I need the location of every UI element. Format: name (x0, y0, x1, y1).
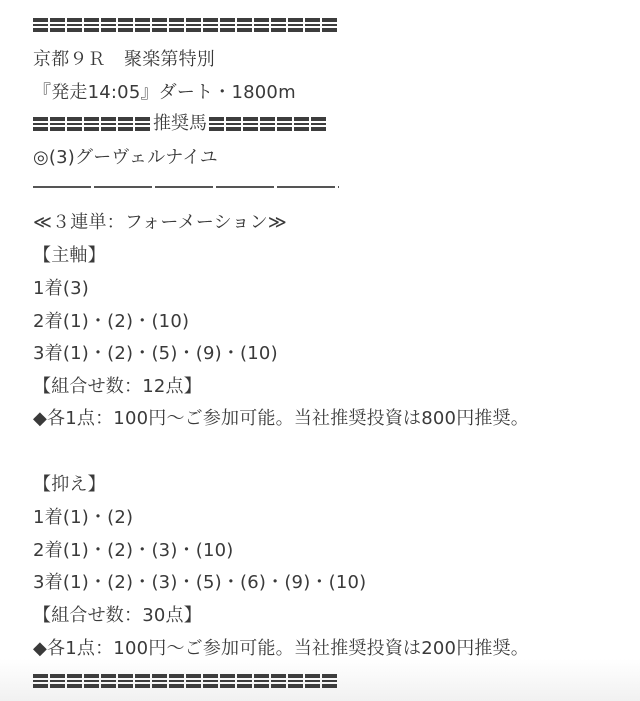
recommend-label: 推奨馬 (153, 113, 207, 134)
divider-right (209, 117, 327, 131)
recommend-horse: ◎(3)グーヴェルナイユ (33, 147, 218, 168)
thin-divider (33, 186, 339, 188)
top-divider (33, 15, 339, 35)
divider-left (33, 117, 151, 131)
cover-heading: 【抑え】 (33, 474, 106, 495)
main-second: 2着(1)・(2)・(10) (33, 311, 190, 332)
cover-second: 2着(1)・(2)・(3)・(10) (33, 540, 234, 561)
main-note: ◆各1点：100円〜ご参加可能。当社推奨投資は800円推奨。 (33, 408, 530, 429)
cover-third: 3着(1)・(2)・(3)・(5)・(6)・(9)・(10) (33, 572, 367, 593)
start-info: 『発走14:05』ダート・1800m (33, 82, 296, 103)
main-third: 3着(1)・(2)・(5)・(9)・(10) (33, 343, 278, 364)
cover-combos: 【組合せ数：30点】 (33, 605, 202, 626)
main-heading: 【主軸】 (33, 245, 106, 266)
cover-first: 1着(1)・(2) (33, 507, 134, 528)
bet-title: ≪３連単：フォーメーション≫ (33, 212, 287, 233)
bottom-divider (33, 671, 339, 691)
cover-note: ◆各1点：100円〜ご参加可能。当社推奨投資は200円推奨。 (33, 638, 530, 659)
main-combos: 【組合せ数：12点】 (33, 376, 202, 397)
recommend-divider (33, 114, 327, 134)
main-first: 1着(3) (33, 278, 89, 299)
race-title: 京都９Ｒ 聚楽第特別 (33, 49, 215, 70)
